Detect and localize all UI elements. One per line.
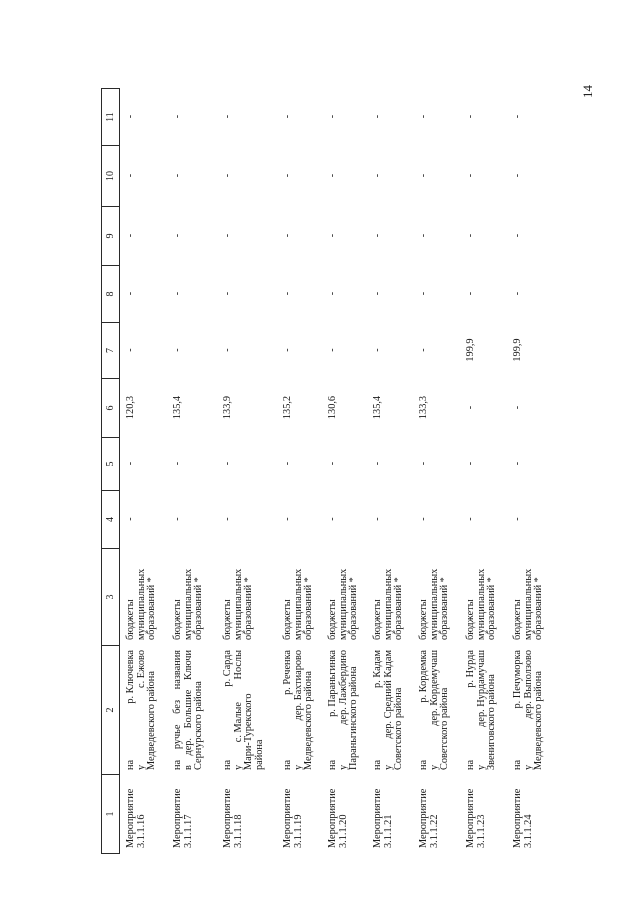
location-text: р. Нурда [465,650,476,688]
location-line [534,650,545,770]
value-cell-col6: 135,4 [172,395,183,420]
location-text: Сернурского района [193,681,205,770]
value-cell-col6: 130,6 [327,395,338,420]
value-cell-col10: - [372,173,383,178]
funding-line: муниципальных [292,568,304,640]
value-cell-col5: - [282,461,293,466]
value-cell-col5: - [172,461,183,466]
location-cell [173,645,205,774]
value-cell-col8: - [512,291,523,296]
value-cell-col9: - [418,233,429,238]
table-header-row [101,88,120,854]
location-text: р. Кадам [372,650,383,688]
funding-cell [373,548,405,645]
value-cell-col11: - [372,114,383,119]
funding-line: образований * [533,577,545,640]
value-cell-col5: - [327,461,338,466]
location-text: Мари-Турекского [243,693,255,770]
value-cell-col5: - [372,461,383,466]
measure-label: Мероприятие [418,788,429,848]
header-cell-2: 2 [102,645,119,774]
location-text: на [172,759,183,770]
location-text: Медведевского района [303,671,315,770]
value-cell-col11: - [282,114,293,119]
measure-label: Мероприятие [327,788,338,848]
location-text: в [182,765,194,770]
location-text: с. Ежово [135,650,147,688]
funding-line: бюджеты [282,599,293,640]
measure-cell [223,774,244,854]
location-line [304,650,315,770]
value-cell-col5: - [512,461,523,466]
funding-line: образований * [146,577,158,640]
location-text: дер. Кордемучаш [428,650,440,726]
measure-code: 3.1.1.17 [182,814,194,848]
value-cell-col9: - [125,233,136,238]
value-cell-col10: - [222,173,233,178]
location-line [194,650,205,770]
value-cell-col5: - [222,461,233,466]
value-cell-col7: - [418,348,429,352]
location-line [487,650,498,770]
location-text: дер. [182,737,194,756]
value-cell-col7: - [172,348,183,352]
funding-cell [328,548,360,645]
location-text: у [135,764,147,770]
funding-cell [173,548,205,645]
funding-line: бюджеты [125,599,136,640]
value-cell-col11: - [418,114,429,119]
header-cell-3: 3 [102,548,119,645]
measure-code: 3.1.1.18 [232,814,244,848]
value-cell-col11: - [222,114,233,119]
funding-line: муниципальных [522,568,534,640]
measure-label: Мероприятие [372,788,383,848]
value-cell-col7: 199,9 [512,338,523,362]
location-cell [283,645,315,774]
value-cell-col10: - [465,173,476,178]
value-cell-col11: - [125,114,136,119]
value-cell-col9: - [172,233,183,238]
location-line [440,650,451,770]
value-cell-col11: - [327,114,338,119]
measure-code: 3.1.1.19 [292,814,304,848]
value-cell-col7: - [327,348,338,352]
location-text: Советского района [393,687,405,770]
location-cell [513,645,545,774]
value-cell-col6: 133,9 [222,395,233,420]
location-line [126,650,137,770]
location-text: у [232,764,244,770]
value-cell-col7: - [372,348,383,352]
value-cell-col6: - [512,405,523,410]
measure-cell [173,774,194,854]
value-cell-col4: - [372,517,383,521]
location-text: у [475,764,487,770]
value-cell-col4: - [172,517,183,521]
location-text: р. Реченка [282,650,293,695]
location-text: дер. Средний Кадам [382,650,394,739]
value-cell-col8: - [282,291,293,296]
location-text: р. Сарда [222,650,233,687]
funding-line: муниципальных [428,568,440,640]
table-row [466,88,498,854]
value-cell-col9: - [222,233,233,238]
location-cell [328,645,360,774]
location-text: на [418,759,429,770]
location-text: Параньгинского района [348,666,360,770]
location-cell [419,645,451,774]
location-text: р. Кордемка [418,650,429,703]
measure-cell [328,774,349,854]
value-cell-col10: - [418,173,429,178]
value-cell-col4: - [327,517,338,521]
location-text: на [125,759,136,770]
funding-line: муниципальных [232,568,244,640]
funding-line: образований * [348,577,360,640]
funding-line: образований * [303,577,315,640]
funding-line: образований * [393,577,405,640]
value-cell-col4: - [465,517,476,521]
funding-line: бюджеты [512,599,523,640]
location-text: Ключи [182,650,194,681]
value-cell-col9: - [327,233,338,238]
value-cell-col11: - [172,114,183,119]
funding-cell [283,548,315,645]
funding-line: образований * [486,577,498,640]
location-text: у [382,764,394,770]
measure-cell [466,774,487,854]
location-text: Медведевского района [533,671,545,770]
funding-line: муниципальных [182,568,194,640]
measure-cell [126,774,147,854]
value-cell-col7: - [125,348,136,352]
value-cell-col8: - [465,291,476,296]
location-text: на [512,759,523,770]
value-cell-col11: - [465,114,476,119]
table-row [513,88,545,854]
location-text: на [465,759,476,770]
location-text: Медведевского района [146,671,158,770]
location-line [283,650,294,770]
value-cell-col6: - [465,405,476,410]
value-cell-col7: - [282,348,293,352]
location-line [419,650,430,770]
measure-label: Мероприятие [125,788,136,848]
measure-code: 3.1.1.22 [428,814,440,848]
location-line [223,650,234,770]
header-cell-8: 8 [102,265,119,322]
location-line [147,650,158,770]
header-cell-1: 1 [102,774,119,853]
value-cell-col5: - [418,461,429,466]
funding-line: бюджеты [172,599,183,640]
location-text: на [327,759,338,770]
value-cell-col8: - [418,291,429,296]
location-line [173,650,184,770]
funding-cell [419,548,451,645]
header-cell-5: 5 [102,437,119,490]
location-cell [466,645,498,774]
location-text: района [253,739,265,770]
location-text: Нослы [232,650,244,680]
location-cell [223,645,265,774]
value-cell-col11: - [512,114,523,119]
funding-line: бюджеты [222,599,233,640]
location-text: дер. Нурдамучаш [475,650,487,727]
location-text: названия [172,650,183,690]
location-text: Советского района [439,687,451,770]
header-cell-6: 6 [102,378,119,437]
location-text: без [172,699,183,714]
table-row [373,88,405,854]
value-cell-col4: - [222,517,233,521]
location-text: р. Печуморка [512,650,523,709]
header-cell-10: 10 [102,145,119,206]
measure-code: 3.1.1.23 [475,814,487,848]
funding-line: муниципальных [475,568,487,640]
value-cell-col9: - [372,233,383,238]
value-cell-col8: - [125,291,136,296]
value-cell-col8: - [327,291,338,296]
funding-line: бюджеты [327,599,338,640]
measure-code: 3.1.1.21 [382,814,394,848]
location-line [255,650,266,770]
table-row [173,88,205,854]
table-row [283,88,315,854]
measure-cell [283,774,304,854]
location-text: р. Ключевка [125,650,136,704]
location-text: у [292,764,304,770]
header-cell-9: 9 [102,206,119,265]
location-text: у [522,764,534,770]
location-text: дер. Бахтиарово [292,650,304,721]
measure-cell [373,774,394,854]
value-cell-col8: - [222,291,233,296]
funding-line: бюджеты [418,599,429,640]
measure-label: Мероприятие [465,788,476,848]
value-cell-col10: - [512,173,523,178]
funding-line: образований * [439,577,451,640]
value-cell-col4: - [125,517,136,521]
location-text: у [428,764,440,770]
value-cell-col5: - [465,461,476,466]
value-cell-col4: - [282,517,293,521]
table-row [126,88,158,854]
location-text: с. Малые [232,702,244,743]
funding-line: бюджеты [465,599,476,640]
table-row [328,88,360,854]
location-cell [126,645,158,774]
table-row [419,88,451,854]
location-line [328,650,339,770]
value-cell-col10: - [282,173,293,178]
location-text: Большие [182,689,194,729]
location-text: на [282,759,293,770]
value-cell-col7: - [222,348,233,352]
location-text: на [372,759,383,770]
header-cell-4: 4 [102,490,119,548]
funding-line: муниципальных [135,568,147,640]
value-cell-col7: 199,9 [465,338,476,362]
funding-line: образований * [193,577,205,640]
value-cell-col10: - [172,173,183,178]
measure-cell [419,774,440,854]
measure-code: 3.1.1.20 [337,814,349,848]
location-text: Звениговского района [486,674,498,770]
location-line [394,650,405,770]
measure-label: Мероприятие [512,788,523,848]
measure-code: 3.1.1.24 [522,814,534,848]
value-cell-col4: - [418,517,429,521]
value-cell-col6: 133,3 [418,395,429,420]
value-cell-col6: 135,2 [282,395,293,420]
measure-cell [513,774,534,854]
funding-line: муниципальных [382,568,394,640]
location-text: ручье [172,724,183,750]
funding-line: образований * [243,577,255,640]
value-cell-col8: - [172,291,183,296]
funding-cell [223,548,255,645]
value-cell-col5: - [125,461,136,466]
funding-cell [126,548,158,645]
table-row [223,88,265,854]
location-text: р. Параньгинка [327,650,338,717]
value-cell-col9: - [512,233,523,238]
value-cell-col6: 135,4 [372,395,383,420]
location-line [349,650,360,770]
measure-label: Мероприятие [172,788,183,848]
measure-label: Мероприятие [222,788,233,848]
measure-label: Мероприятие [282,788,293,848]
value-cell-col8: - [372,291,383,296]
funding-cell [513,548,545,645]
location-text: дер. Выползово [522,650,534,719]
header-cell-11: 11 [102,88,119,145]
measure-code: 3.1.1.16 [135,814,147,848]
location-text: дер. Лажбердино [337,650,349,725]
value-cell-col4: - [512,517,523,521]
value-cell-col6: 120,3 [125,395,136,420]
location-cell [373,645,405,774]
value-cell-col10: - [327,173,338,178]
location-line [513,650,524,770]
funding-cell [466,548,498,645]
location-line [466,650,477,770]
funding-line: бюджеты [372,599,383,640]
value-cell-col9: - [282,233,293,238]
location-text: у [337,764,349,770]
value-cell-col9: - [465,233,476,238]
header-cell-7: 7 [102,322,119,378]
location-text: на [222,759,233,770]
location-line [373,650,384,770]
funding-line: муниципальных [337,568,349,640]
page-number: 14 [580,85,595,98]
value-cell-col10: - [125,173,136,178]
